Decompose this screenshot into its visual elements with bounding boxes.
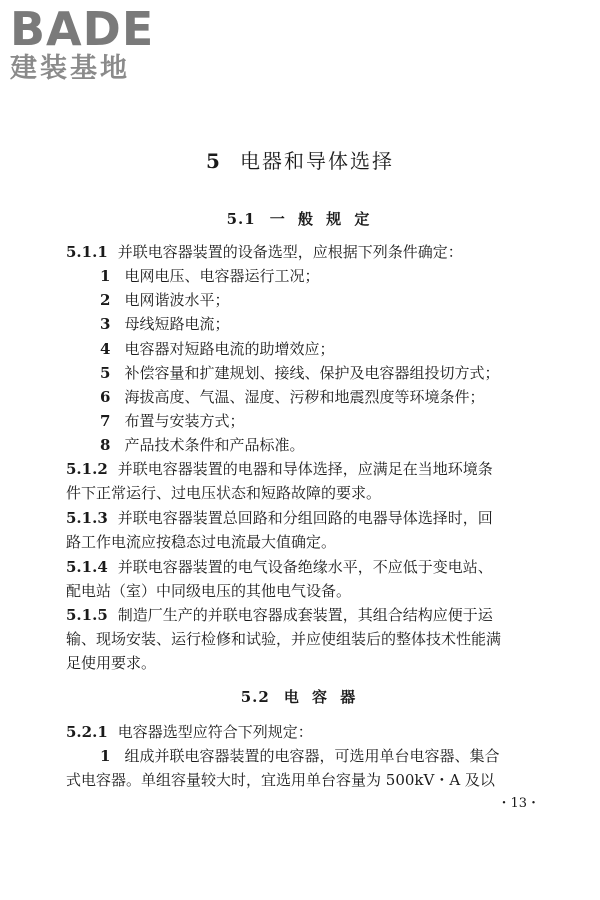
section-heading-5-2 [0, 686, 600, 707]
item-text: 补偿容量和扩建规划、接线、保护及电容器组投切方式； [124, 364, 500, 382]
chapter-number: 5 [206, 149, 222, 173]
clause-5-1-1 [66, 241, 536, 263]
list-item [100, 289, 536, 311]
bade-logo [10, 2, 180, 84]
list-item [100, 338, 536, 360]
clause-5-1-5-continued: 输、现场安装、运行检修和试验，并应使组装后的整体技术性能满 [66, 630, 502, 648]
item-number: 1 [100, 747, 111, 765]
clause-number: 5.1.5 [66, 606, 108, 624]
item-number: 4 [100, 340, 111, 358]
list-item [100, 410, 536, 432]
item-number: 5 [100, 364, 111, 382]
item-text: 电容器对短路电流的助增效应； [124, 340, 335, 358]
section-title: 电 容 器 [283, 688, 360, 706]
clause-text: 并联电容器装置总回路和分组回路的电器导体选择时，回 [117, 509, 493, 527]
chapter-title-text: 电器和导体选择 [239, 149, 394, 173]
section-heading-5-1 [0, 208, 600, 229]
item-number: 8 [100, 436, 111, 454]
item-number: 2 [100, 291, 111, 309]
clause-text: 电容器选型应符合下列规定： [117, 723, 313, 741]
clause-5-1-2-continued: 件下正常运行、过电压状态和短路故障的要求。 [66, 484, 382, 502]
clause-5-1-4 [66, 556, 536, 578]
item-text: 电网电压、电容器运行工况； [124, 267, 320, 285]
clause-5-1-5 [66, 604, 536, 626]
clause-text: 并联电容器装置的电器和导体选择，应满足在当地环境条 [117, 460, 493, 478]
clause-5-1-5-continued-2: 足使用要求。 [66, 654, 157, 672]
section-number: 5.2 [240, 688, 270, 706]
clause-5-1-3 [66, 507, 536, 529]
item-text: 母线短路电流； [124, 315, 230, 333]
list-item [100, 265, 536, 287]
item-number: 1 [100, 267, 111, 285]
item-text: 产品技术条件和产品标准。 [124, 436, 305, 454]
clause-text: 制造厂生产的并联电容器成套装置，其组合结构应便于运 [117, 606, 493, 624]
list-item [100, 434, 536, 456]
list-item [100, 313, 536, 335]
section-number: 5.1 [226, 210, 256, 228]
logo-mark: BADE [10, 2, 155, 56]
clause-text: 并联电容器装置的电气设备绝缘水平，不应低于变电站、 [117, 558, 493, 576]
item-number: 3 [100, 315, 111, 333]
logo-subtitle: 建装基地 [10, 53, 130, 84]
clause-5-2-1 [66, 721, 536, 743]
item-number: 7 [100, 412, 111, 430]
item-text: 海拔高度、气温、湿度、污秽和地震烈度等环境条件； [124, 388, 485, 406]
clause-5-2-1-item-1-continued: 式电容器。单组容量较大时，宜选用单台容量为 500kV・A 及以 [66, 771, 495, 789]
clause-5-2-1-item-1 [100, 745, 536, 767]
list-item [100, 386, 536, 408]
clause-number: 5.1.1 [66, 243, 108, 261]
item-text: 电网谐波水平； [124, 291, 230, 309]
chapter-title [0, 145, 600, 174]
item-text: 布置与安装方式； [124, 412, 245, 430]
list-item [100, 362, 536, 384]
clause-number: 5.1.2 [66, 460, 108, 478]
clause-number: 5.1.4 [66, 558, 108, 576]
clause-number: 5.2.1 [66, 723, 108, 741]
clause-5-1-3-continued: 路工作电流应按稳态过电流最大值确定。 [66, 533, 337, 551]
page-number: ・13・ [497, 796, 540, 811]
clause-number: 5.1.3 [66, 509, 108, 527]
clause-text: 并联电容器装置的设备选型，应根据下列条件确定： [117, 243, 463, 261]
clause-5-1-4-continued: 配电站（室）中同级电压的其他电气设备。 [66, 582, 352, 600]
item-text: 组成并联电容器装置的电容器，可选用单台电容器、集合 [124, 747, 500, 765]
clause-5-1-2 [66, 458, 536, 480]
section-title: 一 般 规 定 [269, 210, 374, 228]
item-number: 6 [100, 388, 111, 406]
